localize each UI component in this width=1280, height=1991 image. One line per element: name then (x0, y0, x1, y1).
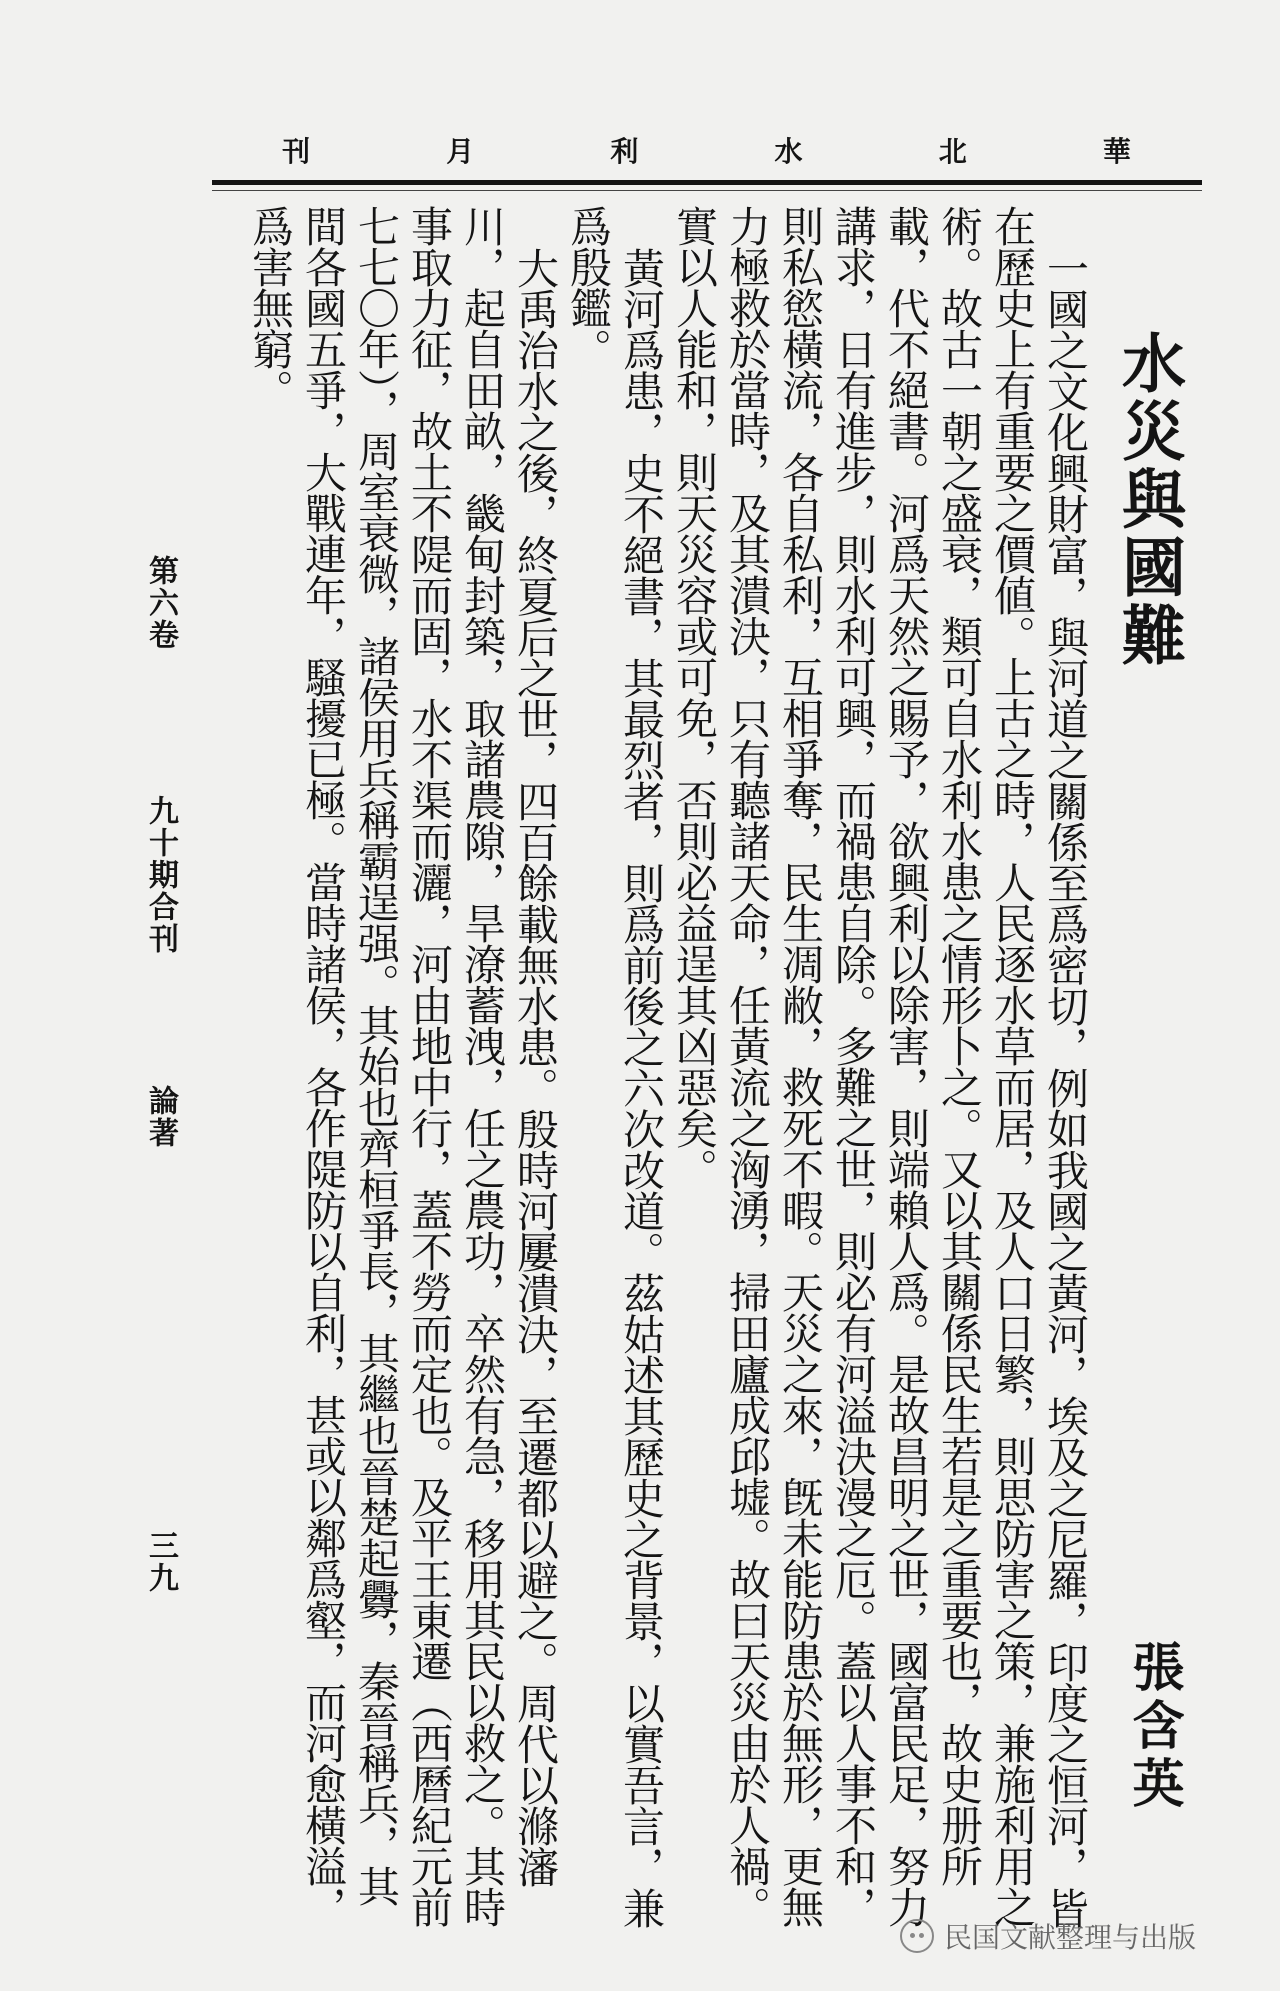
header-char: 月 (446, 135, 477, 168)
header-rule-thin (212, 190, 1202, 191)
header-char: 利 (610, 135, 641, 168)
article-body (212, 205, 1092, 1945)
header-char: 水 (774, 135, 805, 168)
issue-label: 九十期合刊 (143, 795, 178, 955)
body-paragraph: 一國之文化興財富，與河道之關係至爲密切，例如我國之黃河，埃及之尼羅，印度之恒河，皆在歷史上有重要之價値。上古之時，人民逐水草而居，及人口日繁，則思防害之策，兼施利用之術。故古一朝之盛衰，類可自水利水患之情形卜之。又以其關係民生若是之重要也，故史册所載，代不絕書。河爲天然之賜予，欲興利以除害，則端賴人爲。是故昌明之世，國富民足，努力講求，日有進步，則水利可興，而禍患自除。多難之世，則必有河溢決漫之厄。蓋以人事不和，則私慾橫流，各自私利，互相爭奪，民生凋敝，救死不暇。天災之來，旣未能防患於無形，更無力極救於當時，及其潰決，只有聽諸天命，任黃流之洶湧，掃田廬成邱墟。故曰天災由於人禍。實以人能和，則天災容或可免，否則必益逞其凶惡矣。 (670, 205, 1090, 1928)
watermark (900, 1918, 1196, 1954)
header-char: 華 (1102, 135, 1133, 168)
page-number: 三九 (143, 1530, 178, 1594)
wechat-icon (900, 1919, 934, 1953)
volume-label: 第六卷 (143, 555, 178, 651)
article-author: 張含英 (1123, 1640, 1184, 1814)
section-label: 論著 (143, 1085, 178, 1149)
header-char: 刊 (282, 135, 313, 168)
running-header (215, 130, 1200, 170)
body-paragraph: 大禹治水之後，終夏后之世，四百餘載無水患。殷時河屢潰決，至遷都以避之。周代以滌瀋川，起自田畝，畿甸封築，取諸農隙，旱潦蓄洩，任之農功，卒然有急，移用其民以救之。其時事取力征，故土不隄而固，水不渠而灑，河由地中行，蓋不勞而定也。及平王東遷（西曆紀元前七七〇年），周室衰微，諸侯用兵稱霸逞强。其始也齊桓爭長，其繼也晉楚起釁，秦晉稱兵，其間各國五爭，大戰連年，騷擾已極。當時諸侯，各作隄防以自利，甚或以鄰爲壑，而河愈橫溢，爲害無窮。 (246, 205, 560, 1927)
header-char: 北 (938, 135, 969, 168)
header-rule (212, 180, 1202, 185)
article-title: 水災與國難 (1111, 330, 1186, 670)
watermark-text: 民国文献整理与出版 (944, 1921, 1197, 1954)
body-paragraph: 黃河爲患，史不絕書，其最烈者，則爲前後之六次改道。茲姑述其歷史之背景，以實吾言，兼爲殷鑑。 (564, 205, 666, 1928)
